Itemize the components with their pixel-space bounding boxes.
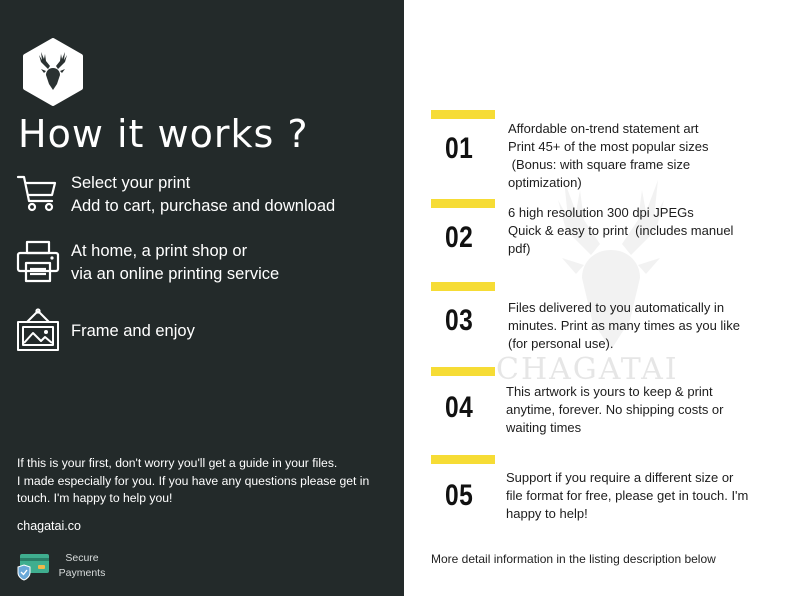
accent-bar [431,282,495,291]
desc-line: Files delivered to you automatically in [508,300,725,315]
step-line: At home, a print shop or [71,242,248,260]
item-description [508,120,778,192]
item-number: 05 [445,479,474,512]
item-description [508,204,778,258]
desc-line: pdf) [508,241,531,256]
cart-icon [16,172,60,216]
feature-item [431,110,771,192]
desc-line: happy to help! [506,506,588,521]
desc-line: Quick & easy to print (includes manuel [508,223,734,238]
secure-card-icon [16,553,50,581]
desc-line: minutes. Print as many times as you like [508,318,740,333]
feature-item [431,367,771,443]
note-line: I made especially for you. If you have any questions please get in [17,473,370,488]
note-line: If this is your first, don't worry you'll get a guide in your files. [17,456,338,470]
right-panel [404,0,794,596]
feature-item [431,282,771,358]
secure-payments-label [58,551,106,581]
printer-icon [16,240,60,284]
item-number: 03 [445,304,474,337]
item-number: 01 [445,132,474,165]
watermark-text: CHAGATAI [496,352,679,387]
listing-note: More detail information in the listing description below [431,552,716,566]
desc-line: waiting times [506,420,582,435]
desc-line: Support if you require a different size or [506,470,734,485]
accent-bar [431,455,495,464]
desc-line: optimization) [508,175,582,190]
step-frame [16,308,396,360]
accent-bar [431,110,495,119]
item-description [506,469,776,523]
desc-line: file format for free, please get in touch. I'm [506,488,749,503]
note-line: touch. I'm happy to help you! [17,491,173,505]
step-line: Select your print [71,174,191,192]
desc-line: Print 45+ of the most popular sizes [508,139,709,154]
desc-line: This artwork is yours to keep & print [506,384,713,399]
help-note [17,455,387,508]
deer-logo-icon [22,38,84,106]
item-description [508,299,778,353]
site-link[interactable]: chagatai.co [17,519,81,533]
desc-line: (for personal use). [508,336,614,351]
step-select-print [16,172,396,224]
desc-line: (Bonus: with square frame size [508,157,691,172]
step-print-options [16,240,396,292]
step-line: Frame and enjoy [71,322,195,340]
desc-line: 6 high resolution 300 dpi JPEGs [508,205,694,220]
page-title: How it works ? [18,112,309,156]
feature-item [431,199,771,275]
step-line: via an online printing service [71,265,280,283]
secure-line: Secure [65,552,99,564]
item-number: 02 [445,221,474,254]
accent-bar [431,199,495,208]
item-number: 04 [445,391,474,424]
item-description [506,383,776,437]
feature-item [431,455,771,531]
desc-line: Affordable on-trend statement art [508,121,699,136]
accent-bar [431,367,495,376]
secure-line: Payments [58,567,106,579]
step-line: Add to cart, purchase and download [71,197,336,215]
frame-icon [16,308,60,352]
desc-line: anytime, forever. No shipping costs or [506,402,724,417]
